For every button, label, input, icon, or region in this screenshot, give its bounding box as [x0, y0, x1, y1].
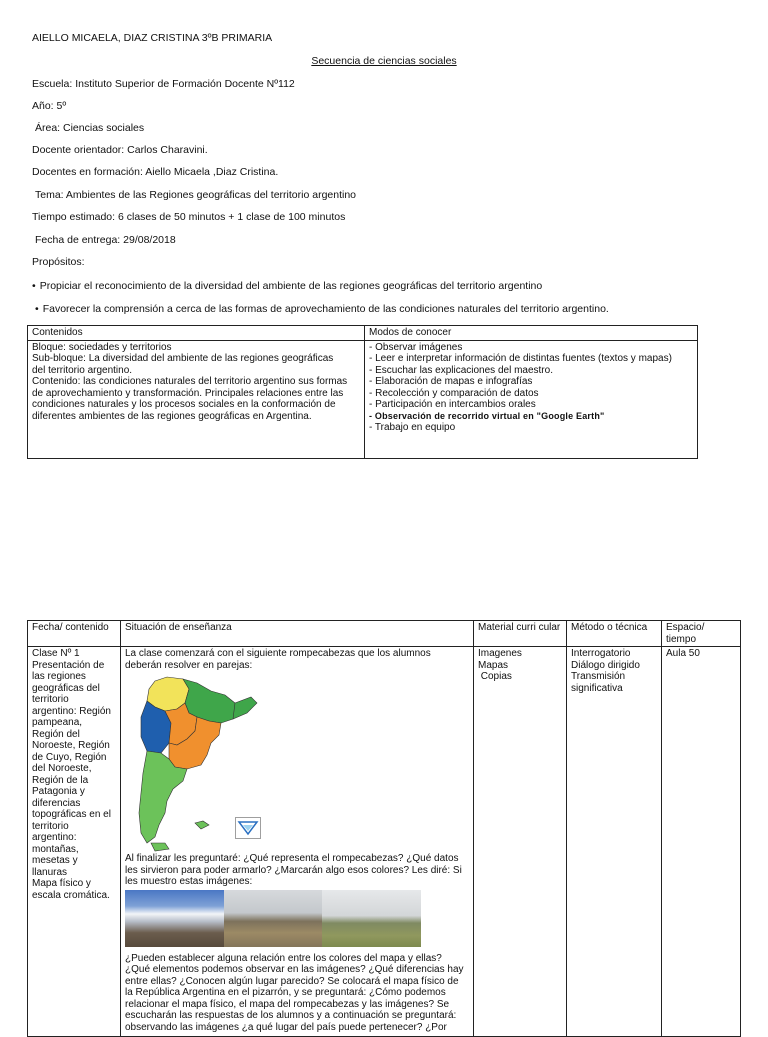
modos-header: Modos de conocer	[365, 326, 698, 341]
fecha-text-line: montañas,	[32, 843, 79, 855]
modos-line: - Recolección y comparación de datos	[369, 387, 539, 399]
fecha-header: Fecha/ contenido	[28, 621, 121, 647]
fecha-cell	[28, 647, 121, 1037]
clases-table	[27, 620, 741, 1037]
contenidos-cell	[28, 340, 365, 458]
modos-equipo-line: - Trabajo en equipo	[369, 422, 456, 433]
fecha-text-line: topográficas en el	[32, 809, 111, 820]
situacion-line: entre ellas? ¿Conocen algún lugar parecido? Se colocará el mapa físico de	[125, 975, 459, 987]
fecha-text-line: pampeana,	[32, 717, 83, 728]
situacion-cell	[121, 647, 474, 1037]
espacio-cell: Aula 50	[662, 647, 741, 1037]
metodo-item: Diálogo dirigido	[571, 659, 640, 671]
modos-google-line: - Observación de recorrido virtual en "Google Earth"	[369, 410, 605, 421]
situacion-line: relacionar el mapa físico, el mapa del rompecabezas y las imágenes? Se	[125, 998, 450, 1010]
material-item: Mapas	[478, 659, 509, 671]
contenidos-line: de aprovechamiento y transformación. Principales relaciones entre las	[32, 387, 344, 399]
metodo-item: Transmisión	[571, 671, 626, 682]
situacion-line: les muestro estas imágenes:	[125, 876, 253, 887]
contenidos-line: diferentes ambientes de las regiones geográficas en Argentina.	[32, 410, 312, 422]
contenidos-header: Contenidos	[28, 326, 365, 341]
fecha-text-line: Patagonia y	[32, 786, 85, 797]
landscape-photos	[125, 890, 421, 947]
contenidos-line: Bloque: sociedades y territorios	[32, 341, 172, 353]
situacion-line: les sirvieron para poder armarlo? ¿Marcarán algo esos colores? Les diré: Si	[125, 864, 462, 876]
fecha-text-line: Región del	[32, 728, 80, 740]
area-line: Área: Ciencias sociales	[35, 122, 145, 134]
plain-photo	[322, 890, 421, 947]
fecha-line: Fecha de entrega: 29/08/2018	[35, 234, 176, 246]
docente-line: Docente orientador: Carlos Charavini.	[32, 144, 208, 156]
propositos-label: Propósitos:	[32, 256, 85, 268]
proposito-2: • Favorecer la comprensión a cerca de las formas de aprovechamiento de las condiciones naturales del territorio argentino.	[35, 303, 609, 315]
contenidos-line: Sub-bloque: La diversidad del ambiente de las regiones geográficas	[32, 353, 334, 364]
situacion-line: Al finalizar les preguntaré: ¿Qué representa el rompecabezas? ¿Qué datos	[125, 853, 459, 864]
fecha-text-line: Clase Nº 1	[32, 648, 80, 659]
fecha-text-line: diferencias	[32, 797, 81, 809]
fecha-text-line: Noroeste, Región	[32, 740, 110, 751]
situacion-header: Situación de enseñanza	[121, 621, 474, 647]
contenidos-table	[27, 325, 698, 459]
fecha-text-line: geográficas del	[32, 682, 100, 694]
fecha-text-line: del Noroeste,	[32, 763, 92, 774]
modos-line: - Escuchar las explicaciones del maestro.	[369, 364, 553, 376]
situacion-line: ¿Qué elementos podemos observar en las imágenes? ¿Qué diferencias hay	[125, 964, 464, 975]
fecha-text-line: las regiones	[32, 671, 86, 682]
modos-line: - Elaboración de mapas e infografías	[369, 376, 533, 387]
metodo-cell	[567, 647, 662, 1037]
situacion-line: deberán resolver en parejas:	[125, 659, 253, 671]
situacion-line: La clase comenzará con el siguiente rompecabezas que los alumnos	[125, 648, 431, 659]
anio-line: Año: 5º	[32, 100, 67, 112]
document-title: Secuencia de ciencias sociales	[311, 55, 457, 67]
fecha-text-line: territorio	[32, 820, 69, 832]
modos-line: - Observar imágenes	[369, 341, 463, 353]
contenidos-line: condiciones naturales y los procesos sociales en la conformación de	[32, 399, 336, 410]
docentes-formacion-line: Docentes en formación: Aiello Micaela ,Diaz Cristina.	[32, 166, 279, 178]
antarctica-inset-icon	[235, 817, 261, 839]
material-item: Copias	[478, 671, 512, 682]
situacion-line: ¿Pueden establecer alguna relación entre los colores del mapa y ellas?	[125, 952, 442, 964]
fecha-text-line: de Cuyo, Región	[32, 751, 107, 763]
mountain-photo	[125, 890, 224, 947]
authors-line: AIELLO MICAELA, DIAZ CRISTINA 3ºB PRIMARIA	[32, 32, 273, 44]
contenidos-line: del territorio argentino.	[32, 364, 133, 376]
proposito-1: • Propiciar el reconocimiento de la diversidad del ambiente de las regiones geográficas del territorio argentino	[32, 280, 542, 292]
situacion-line: la República Argentina en el pizarrón, y se preguntará: ¿Cómo podemos	[125, 987, 446, 998]
metodo-item: significativa	[571, 682, 623, 694]
fecha-text-line: Mapa físico y	[32, 878, 91, 889]
fecha-text-line: mesetas y	[32, 855, 78, 866]
material-header: Material curri cular	[474, 621, 567, 647]
contenidos-line: Contenido: las condiciones naturales del territorio argentino sus formas	[32, 376, 348, 387]
material-item: Imagenes	[478, 648, 522, 659]
fecha-text-line: Región de la	[32, 774, 89, 786]
metodo-item: Interrogatorio	[571, 648, 631, 659]
plateau-photo	[224, 890, 323, 947]
material-cell	[474, 647, 567, 1037]
situacion-line: observando las imágenes ¿a qué lugar del país puede pertenecer? ¿Por	[125, 1021, 447, 1033]
tema-line: Tema: Ambientes de las Regiones geográficas del territorio argentino	[35, 189, 357, 201]
fecha-text-line: llanuras	[32, 866, 68, 878]
fecha-text-line: argentino: Región	[32, 705, 111, 717]
espacio-header: Espacio/ tiempo	[662, 621, 741, 647]
fecha-text-line: argentino:	[32, 832, 77, 843]
fecha-text-line: Presentación de	[32, 659, 105, 671]
escuela-line: Escuela: Instituto Superior de Formación Docente Nº112	[32, 78, 295, 90]
modos-cell	[365, 340, 698, 458]
metodo-header: Método o técnica	[567, 621, 662, 647]
argentina-puzzle-map	[125, 673, 275, 853]
tiempo-line: Tiempo estimado: 6 clases de 50 minutos + 1 clase de 100 minutos	[32, 211, 346, 223]
fecha-text-line: escala cromática.	[32, 889, 110, 901]
situacion-line: escucharán las respuestas de los alumnos y a continuación se preguntará:	[125, 1010, 457, 1021]
modos-line: - Participación en intercambios orales	[369, 399, 536, 410]
fecha-text-line: territorio	[32, 694, 69, 705]
modos-line: - Leer e interpretar información de distintas fuentes (textos y mapas)	[369, 353, 672, 364]
